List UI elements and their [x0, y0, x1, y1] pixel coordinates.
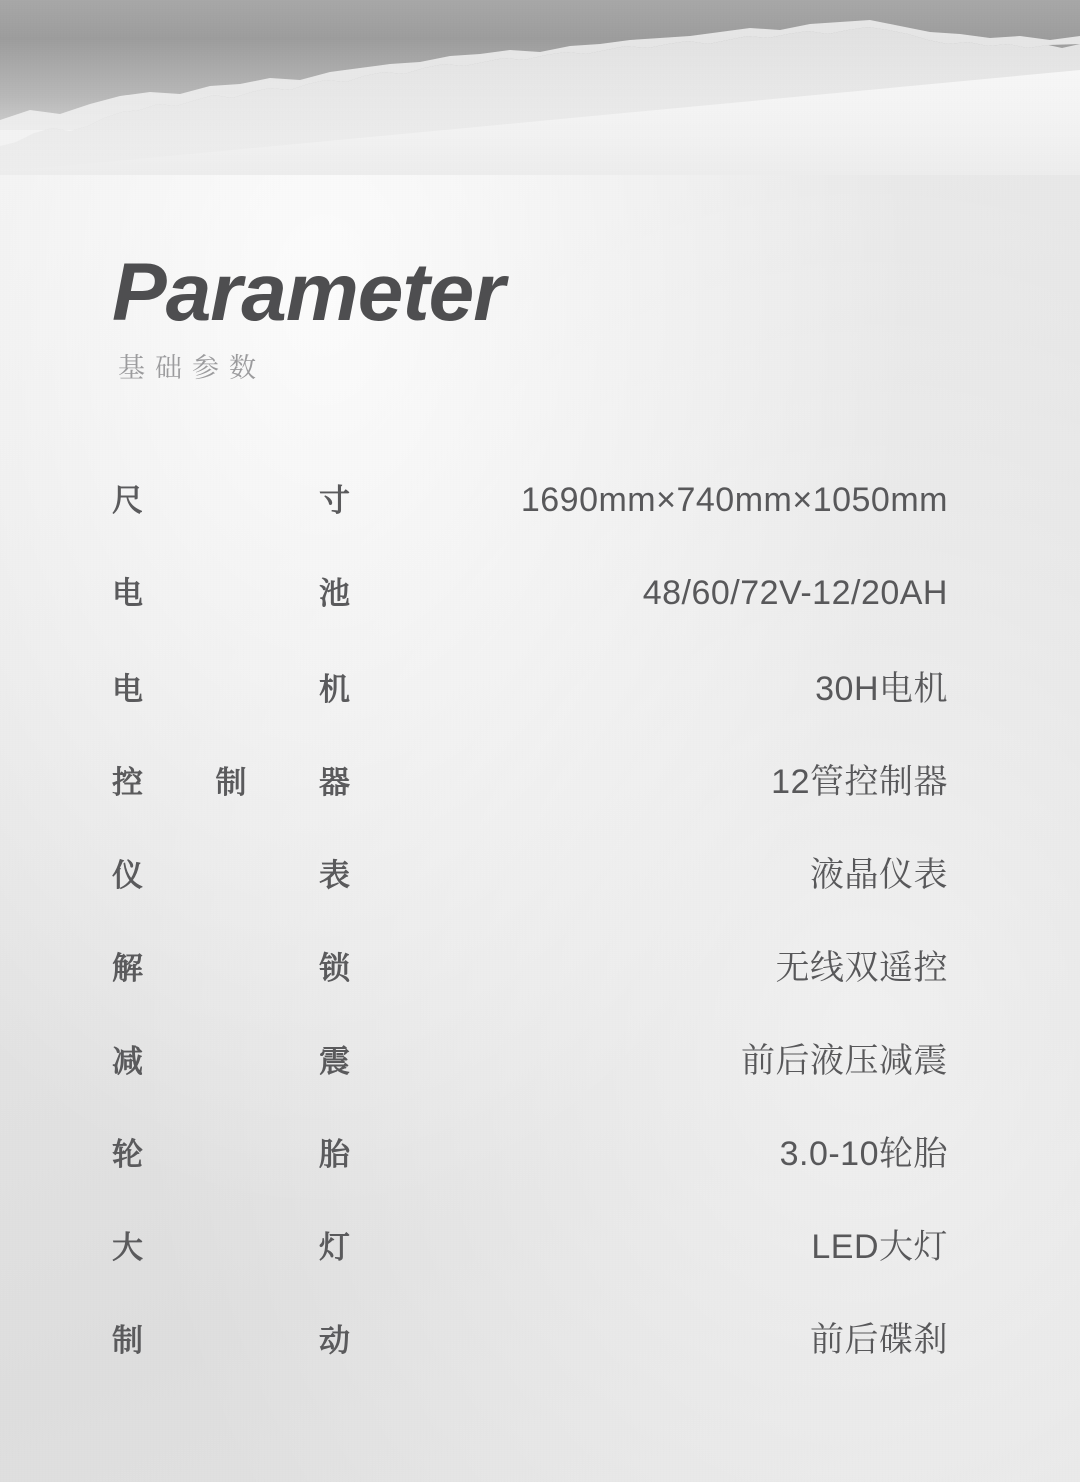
spec-value: 12管控制器 [771, 763, 948, 801]
spec-value: 3.0-10轮胎 [779, 1135, 948, 1173]
spec-label: 电 池 [112, 576, 352, 611]
spec-value: 液晶仪表 [810, 856, 948, 894]
spec-label: 制 动 [112, 1323, 352, 1358]
page-subtitle: 基础参数 [118, 353, 266, 383]
torn-paper-edge [0, 0, 1080, 175]
spec-value: 1690mm×740mm×1050mm [520, 481, 948, 519]
spec-label: 控 制 器 [112, 765, 352, 800]
spec-table [112, 475, 948, 1405]
spec-label: 轮 胎 [112, 1137, 352, 1172]
spec-label: 电 机 [112, 672, 352, 707]
table-row [112, 1312, 948, 1405]
table-row [112, 568, 948, 661]
spec-label: 尺 寸 [112, 483, 352, 518]
table-row [112, 1219, 948, 1312]
spec-value: 48/60/72V-12/20AH [642, 574, 948, 612]
spec-value: 30H电机 [815, 670, 948, 708]
page-title: Parameter [112, 247, 505, 338]
page-header [112, 247, 872, 385]
spec-label: 解 锁 [112, 951, 352, 986]
spec-label: 大 灯 [112, 1230, 352, 1265]
table-row [112, 847, 948, 940]
spec-label: 减 震 [112, 1044, 352, 1079]
torn-paper-dark-band [0, 0, 1080, 130]
table-row [112, 754, 948, 847]
spec-label: 仪 表 [112, 858, 352, 893]
table-row [112, 940, 948, 1033]
spec-value: 前后液压减震 [741, 1042, 948, 1080]
table-row [112, 475, 948, 568]
table-row [112, 1126, 948, 1219]
spec-value: 前后碟刹 [810, 1321, 948, 1359]
spec-value: 无线双遥控 [775, 949, 948, 987]
table-row [112, 661, 948, 754]
torn-paper-edge-icon [0, 0, 1080, 175]
spec-value: LED大灯 [811, 1228, 948, 1266]
table-row [112, 1033, 948, 1126]
